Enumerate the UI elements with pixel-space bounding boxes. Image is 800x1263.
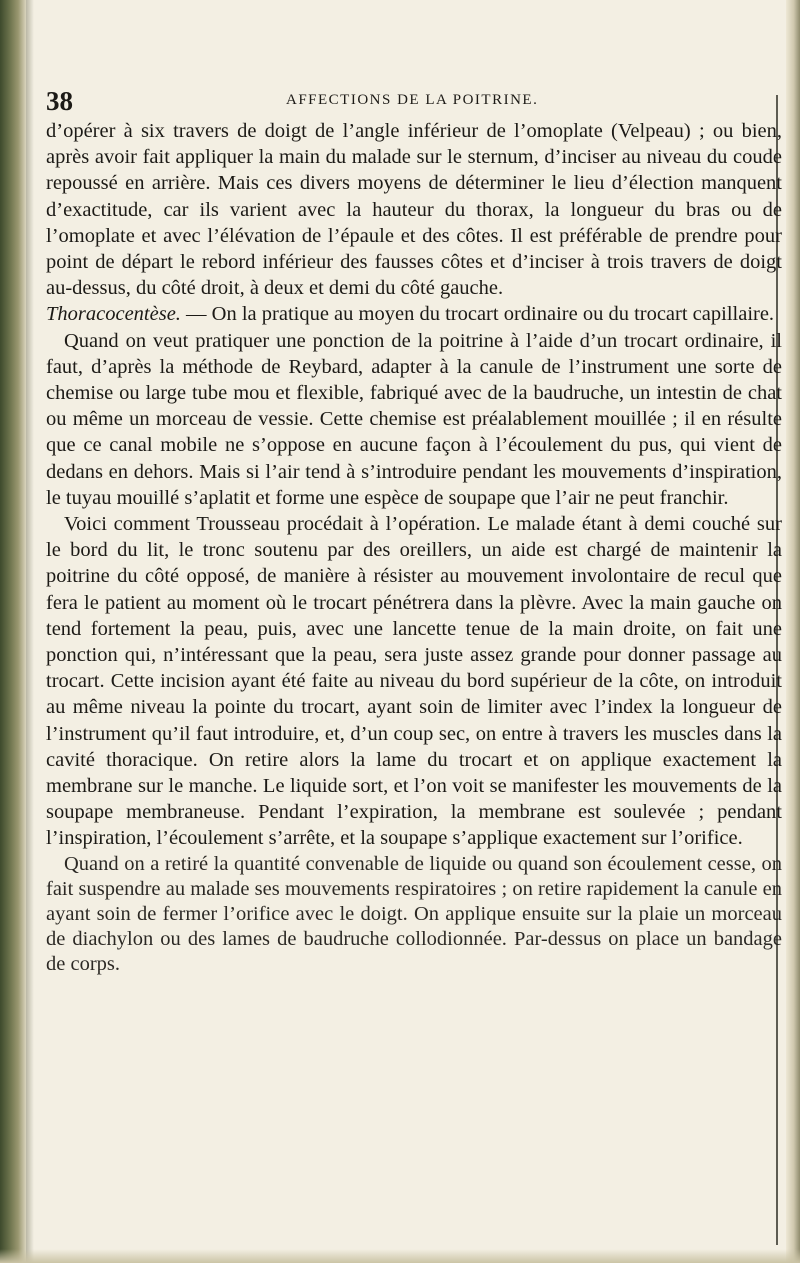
- section-heading: Thoracocentèse.: [46, 303, 181, 326]
- page-header: [46, 86, 782, 118]
- book-page: [46, 86, 782, 977]
- paragraph-continuation: d’opérer à six travers de doigt de l’angle inférieur de l’omoplate (Velpeau) ; ou bien, après avoir fait appliquer la main du malade sur le sternum, d’inciser au niveau du coude repoussé en arrière. Mais ces divers moyens de déterminer le lieu d’élection manquent d’exactitude, car ils varient avec la hauteur du thorax, la longueur du bras ou de l’omoplate et avec l’élévation de l’épaule et des côtes. Il est préférable de prendre pour point de départ le rebord inférieur des fausses côtes et d’inciser à trois travers de doigt au-dessus, du côté droit, à deux et demi du côté gauche.: [46, 120, 782, 300]
- section-intro: — On la pratique au moyen du trocart ordinaire ou du trocart capillaire.: [180, 303, 775, 326]
- page-edge: [786, 0, 800, 1263]
- book-binding-shadow: [0, 0, 26, 1263]
- section-thoracocentese: [46, 301, 782, 327]
- paragraph-reybard-method: Quand on veut pratiquer une ponction de la poitrine à l’aide d’un trocart ordinaire, il faut, d’après la méthode de Reybard, adapter à la canule de l’instrument une sorte de chemise ou large tube mou et flexible, fabriqué avec de la baudruche, un intestin de chat ou même un morceau de vessie. Cette chemise est préalablement mouillée ; il en résulte que ce canal mobile ne s’oppose en aucune façon à l’écoulement du pus, qui vient de dedans en dehors. Mais si l’air tend à s’introduire pendant les mouvements d’inspiration, le tuyau mouillé s’aplatit et forme une espèce de soupape que l’air ne peut franchir.: [46, 329, 782, 509]
- paragraph-trousseau-procedure: Voici comment Trousseau procédait à l’opération. Le malade étant à demi couché sur le bord du lit, le tronc soutenu par des oreillers, un aide est chargé de maintenir la poitrine du côté opposé, de manière à résister au mouvement involontaire de recul que fera le patient au moment où le trocart pénétrera dans la plèvre. Avec la main gauche on tend fortement la peau, puis, avec une lancette tenue de la main droite, on fait une ponction qui, n’intéressant que la peau, sera juste assez grande pour donner passage au trocart. Cette incision ayant été faite au niveau du bord supérieur de la côte, on introduit au même niveau la pointe du trocart, ayant soin de limiter avec l’index la longueur de l’instrument qu’il faut introduire, et, d’un coup sec, on entre à travers les muscles dans la cavité thoracique. On retire alors la lame du trocart et on applique exactement la membrane sur le manche. Le liquide sort, et l’on voit se manifester les mouvements de la soupape membraneuse. Pendant l’expiration, la membrane est soulevée ; pendant l’inspiration, l’écoulement s’arrête, et la soupape s’applique exactement sur l’orifice.: [46, 513, 782, 850]
- running-head: AFFECTIONS DE LA POITRINE.: [286, 92, 539, 108]
- page-number: 38: [46, 86, 73, 116]
- paragraph-closing: Quand on a retiré la quantité convenable de liquide ou quand son écoulement cesse, on fait suspendre au malade ses mouvements respiratoires ; on retire rapidement la canule en ayant soin de fermer l’orifice avec le doigt. On applique ensuite sur la plaie un morceau de diachylon ou des lames de baudruche collodionnée. Par-dessus on place un bandage de corps.: [46, 852, 782, 975]
- bottom-edge-shadow: [0, 1249, 800, 1263]
